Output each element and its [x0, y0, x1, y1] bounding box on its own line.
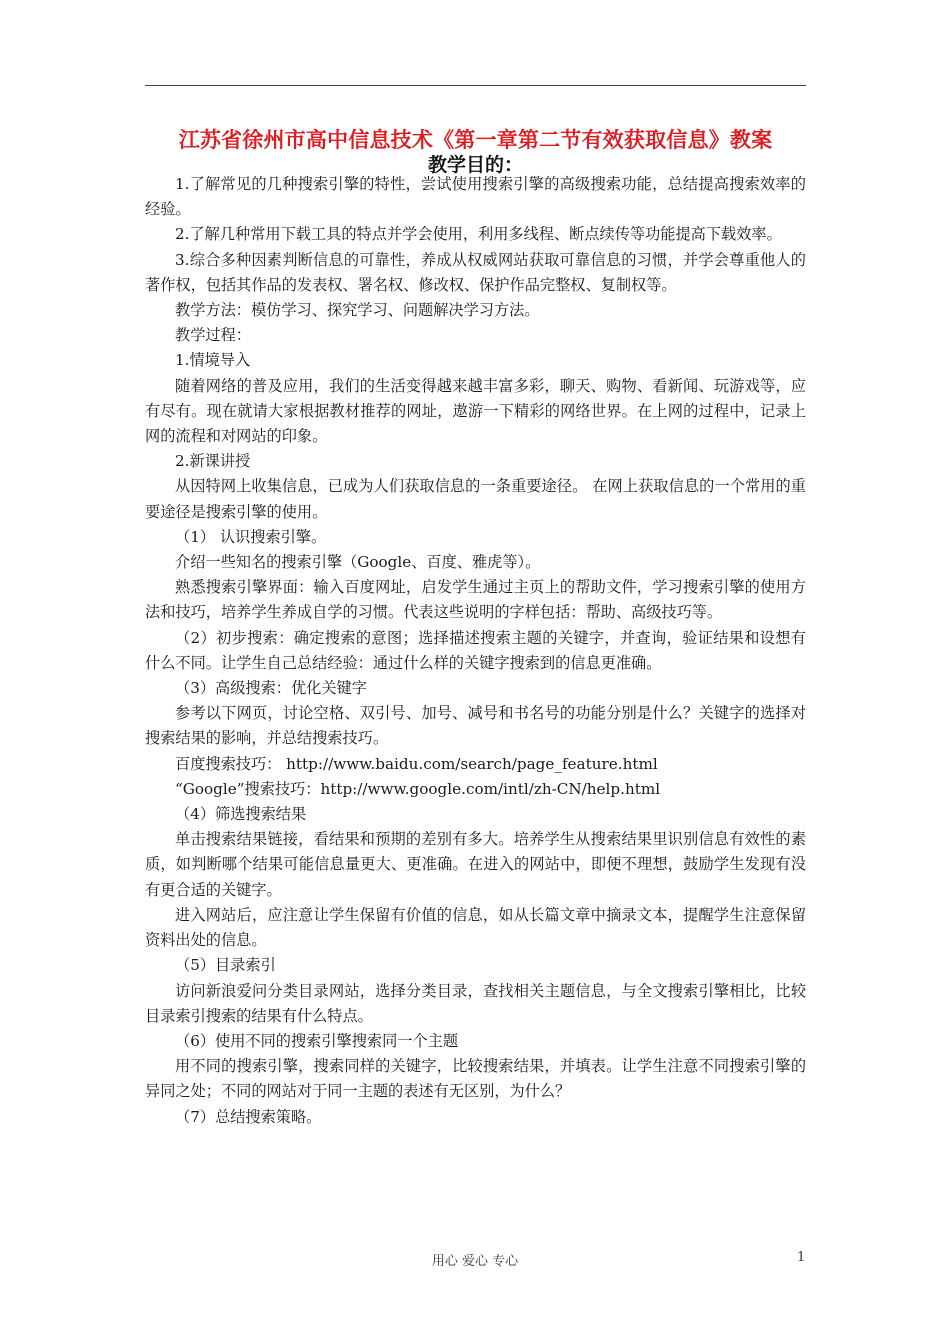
paragraph: 介绍一些知名的搜索引擎（Google、百度、雅虎等）。 [175, 553, 541, 572]
paragraph: 1.了解常见的几种搜索引擎的特性，尝试使用搜索引擎的高级搜索功能，总结提高搜索效率的经验。 [145, 175, 806, 219]
paragraph: 访问新浪爱问分类目录网站，选择分类目录，查找相关主题信息，与全文搜索引擎相比，比较目录索引搜索的结果有什么特点。 [145, 981, 806, 1025]
paragraph: 教学过程： [175, 326, 251, 345]
paragraph: （3）高级搜索：优化关键字 [175, 679, 367, 698]
baidu-tips-link[interactable]: 百度搜索技巧： http://www.baidu.com/search/page_feature.html [175, 754, 658, 773]
page-number: 1 [797, 1250, 806, 1265]
paragraph: 用不同的搜索引擎，搜索同样的关键字，比较搜索结果，并填表。让学生注意不同搜索引擎的异同之处；不同的网站对于同一主题的表述有无区别，为什么？ [145, 1057, 806, 1101]
header-rule [145, 85, 806, 86]
paragraph: 3.综合多种因素判断信息的可靠性，养成从权威网站获取可靠信息的习惯，并学会尊重他人的著作权，包括其作品的发表权、署名权、修改权、保护作品完整权、复制权等。 [145, 250, 806, 294]
paragraph: 进入网站后，应注意让学生保留有价值的信息，如从长篇文章中摘录文本，提醒学生注意保留资料出处的信息。 [145, 905, 806, 950]
section-heading: 教学目的： [427, 154, 523, 176]
paragraph: 1.情境导入 [175, 351, 251, 370]
paragraph: 从因特网上收集信息，已成为人们获取信息的一条重要途径。 在网上获取信息的一个常用的重要途径是搜索引擎的使用。 [145, 477, 806, 521]
paragraph: （5）目录索引 [175, 956, 276, 975]
paragraph: 2.新课讲授 [175, 452, 251, 471]
paragraph: （6）使用不同的搜索引擎搜索同一个主题 [175, 1031, 459, 1050]
paragraph: （2）初步搜索：确定搜索的意图；选择描述搜索主题的关键字，并查询，验证结果和设想有什么不同。让学生自己总结经验：通过什么样的关键字搜索到的信息更准确。 [145, 628, 806, 672]
paragraph: 2.了解几种常用下载工具的特点并学会使用，利用多线程、断点续传等功能提高下载效率。 [175, 225, 782, 244]
paragraph: （1） 认识搜索引擎。 [175, 527, 327, 546]
paragraph: 单击搜索结果链接，看结果和预期的差别有多大。培养学生从搜索结果里识别信息有效性的素质，如判断哪个结果可能信息量更大、更准确。在进入的网站中，即便不理想，鼓励学生发现有没有更合适的关键字。 [145, 830, 806, 899]
paragraph: 熟悉搜索引擎界面：输入百度网址，启发学生通过主页上的帮助文件，学习搜索引擎的使用方法和技巧，培养学生养成自学的习惯。代表这些说明的字样包括：帮助、高级技巧等。 [145, 578, 806, 622]
document-title: 江苏省徐州市高中信息技术《第一章第二节有效获取信息》教案 [178, 128, 773, 152]
document-body [145, 172, 806, 1130]
google-tips-link[interactable]: “Google”搜索技巧：http://www.google.com/intl/zh-CN/help.html [175, 779, 661, 798]
paragraph: 参考以下网页，讨论空格、双引号、加号、减号和书名号的功能分别是什么？关键字的选择对搜索结果的影响，并总结搜索技巧。 [145, 704, 806, 748]
paragraph: （4）筛选搜索结果 [175, 805, 307, 824]
paragraph: （7）总结搜索策略。 [175, 1107, 322, 1126]
paragraph: 随着网络的普及应用，我们的生活变得越来越丰富多彩，聊天、购物、看新闻、玩游戏等，应有尽有。现在就请大家根据教材推荐的网址，遨游一下精彩的网络世界。在上网的过程中，记录上网的流程和对网站的印象。 [145, 376, 806, 446]
footer-slogan: 用心 爱心 专心 [431, 1254, 519, 1269]
paragraph: 教学方法：模仿学习、探究学习、问题解决学习方法。 [175, 301, 540, 320]
